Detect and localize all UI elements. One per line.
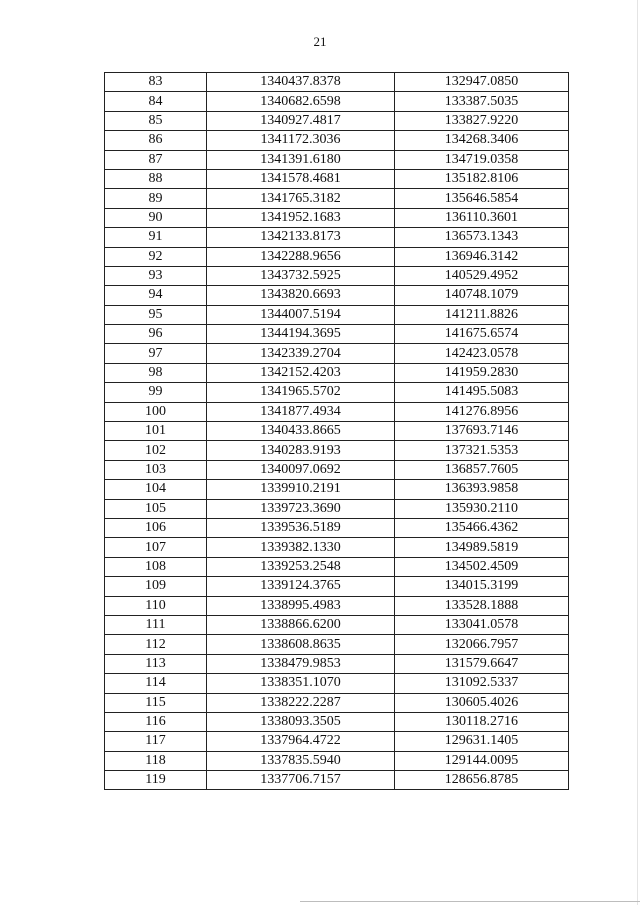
y-coordinate-cell: 141959.2830 [395, 363, 569, 382]
coordinate-table [104, 72, 569, 790]
y-coordinate-cell: 130118.2716 [395, 712, 569, 731]
table-row [105, 228, 569, 247]
table-row [105, 266, 569, 285]
x-coordinate-cell: 1340433.8665 [207, 422, 395, 441]
table-row [105, 402, 569, 421]
table-row [105, 111, 569, 130]
x-coordinate-cell: 1341172.3036 [207, 131, 395, 150]
x-coordinate-cell: 1339253.2548 [207, 557, 395, 576]
y-coordinate-cell: 137693.7146 [395, 422, 569, 441]
point-number-cell: 100 [105, 402, 207, 421]
table-row [105, 615, 569, 634]
x-coordinate-cell: 1339124.3765 [207, 577, 395, 596]
table-row [105, 460, 569, 479]
point-number-cell: 88 [105, 169, 207, 188]
table-row [105, 383, 569, 402]
x-coordinate-cell: 1339910.2191 [207, 480, 395, 499]
x-coordinate-cell: 1342133.8173 [207, 228, 395, 247]
y-coordinate-cell: 140748.1079 [395, 286, 569, 305]
y-coordinate-cell: 136857.7605 [395, 460, 569, 479]
table-row [105, 654, 569, 673]
table-row [105, 771, 569, 790]
point-number-cell: 89 [105, 189, 207, 208]
table-row [105, 693, 569, 712]
x-coordinate-cell: 1341965.5702 [207, 383, 395, 402]
table-row [105, 150, 569, 169]
point-number-cell: 118 [105, 751, 207, 770]
point-number-cell: 92 [105, 247, 207, 266]
table-row [105, 169, 569, 188]
y-coordinate-cell: 133041.0578 [395, 615, 569, 634]
table-row [105, 441, 569, 460]
y-coordinate-cell: 136110.3601 [395, 208, 569, 227]
point-number-cell: 107 [105, 538, 207, 557]
y-coordinate-cell: 130605.4026 [395, 693, 569, 712]
y-coordinate-cell: 141276.8956 [395, 402, 569, 421]
point-number-cell: 106 [105, 518, 207, 537]
point-number-cell: 111 [105, 615, 207, 634]
y-coordinate-cell: 129144.0095 [395, 751, 569, 770]
point-number-cell: 98 [105, 363, 207, 382]
point-number-cell: 85 [105, 111, 207, 130]
x-coordinate-cell: 1338093.3505 [207, 712, 395, 731]
point-number-cell: 86 [105, 131, 207, 150]
y-coordinate-cell: 134268.3406 [395, 131, 569, 150]
y-coordinate-cell: 129631.1405 [395, 732, 569, 751]
point-number-cell: 115 [105, 693, 207, 712]
table-row [105, 674, 569, 693]
point-number-cell: 90 [105, 208, 207, 227]
table-row [105, 712, 569, 731]
x-coordinate-cell: 1338995.4983 [207, 596, 395, 615]
y-coordinate-cell: 137321.5353 [395, 441, 569, 460]
y-coordinate-cell: 133827.9220 [395, 111, 569, 130]
point-number-cell: 95 [105, 305, 207, 324]
point-number-cell: 112 [105, 635, 207, 654]
table-row [105, 73, 569, 92]
table-row [105, 92, 569, 111]
table-row [105, 208, 569, 227]
point-number-cell: 117 [105, 732, 207, 751]
point-number-cell: 87 [105, 150, 207, 169]
y-coordinate-cell: 133528.1888 [395, 596, 569, 615]
y-coordinate-cell: 128656.8785 [395, 771, 569, 790]
point-number-cell: 104 [105, 480, 207, 499]
x-coordinate-cell: 1342152.4203 [207, 363, 395, 382]
x-coordinate-cell: 1340283.9193 [207, 441, 395, 460]
table-row [105, 344, 569, 363]
y-coordinate-cell: 134989.5819 [395, 538, 569, 557]
x-coordinate-cell: 1338222.2287 [207, 693, 395, 712]
x-coordinate-cell: 1339382.1330 [207, 538, 395, 557]
x-coordinate-cell: 1339723.3690 [207, 499, 395, 518]
coordinate-table-body [105, 73, 569, 790]
table-row [105, 363, 569, 382]
y-coordinate-cell: 141495.5083 [395, 383, 569, 402]
y-coordinate-cell: 132066.7957 [395, 635, 569, 654]
y-coordinate-cell: 140529.4952 [395, 266, 569, 285]
x-coordinate-cell: 1343820.6693 [207, 286, 395, 305]
point-number-cell: 109 [105, 577, 207, 596]
point-number-cell: 114 [105, 674, 207, 693]
y-coordinate-cell: 136573.1343 [395, 228, 569, 247]
x-coordinate-cell: 1340927.4817 [207, 111, 395, 130]
x-coordinate-cell: 1340097.0692 [207, 460, 395, 479]
point-number-cell: 116 [105, 712, 207, 731]
point-number-cell: 96 [105, 325, 207, 344]
x-coordinate-cell: 1341578.4681 [207, 169, 395, 188]
y-coordinate-cell: 134719.0358 [395, 150, 569, 169]
x-coordinate-cell: 1341952.1683 [207, 208, 395, 227]
y-coordinate-cell: 133387.5035 [395, 92, 569, 111]
x-coordinate-cell: 1338866.6200 [207, 615, 395, 634]
point-number-cell: 93 [105, 266, 207, 285]
y-coordinate-cell: 142423.0578 [395, 344, 569, 363]
x-coordinate-cell: 1342339.2704 [207, 344, 395, 363]
page-number: 21 [313, 34, 327, 49]
point-number-cell: 113 [105, 654, 207, 673]
x-coordinate-cell: 1339536.5189 [207, 518, 395, 537]
x-coordinate-cell: 1341877.4934 [207, 402, 395, 421]
y-coordinate-cell: 135182.8106 [395, 169, 569, 188]
x-coordinate-cell: 1338479.9853 [207, 654, 395, 673]
x-coordinate-cell: 1341391.6180 [207, 150, 395, 169]
point-number-cell: 97 [105, 344, 207, 363]
point-number-cell: 101 [105, 422, 207, 441]
y-coordinate-cell: 136946.3142 [395, 247, 569, 266]
table-row [105, 480, 569, 499]
point-number-cell: 105 [105, 499, 207, 518]
point-number-cell: 94 [105, 286, 207, 305]
y-coordinate-cell: 135646.5854 [395, 189, 569, 208]
table-row [105, 325, 569, 344]
table-row [105, 635, 569, 654]
y-coordinate-cell: 141211.8826 [395, 305, 569, 324]
x-coordinate-cell: 1341765.3182 [207, 189, 395, 208]
point-number-cell: 84 [105, 92, 207, 111]
table-row [105, 732, 569, 751]
table-row [105, 247, 569, 266]
x-coordinate-cell: 1337964.4722 [207, 732, 395, 751]
x-coordinate-cell: 1338608.8635 [207, 635, 395, 654]
x-coordinate-cell: 1342288.9656 [207, 247, 395, 266]
x-coordinate-cell: 1337706.7157 [207, 771, 395, 790]
point-number-cell: 108 [105, 557, 207, 576]
point-number-cell: 83 [105, 73, 207, 92]
table-row [105, 518, 569, 537]
y-coordinate-cell: 131579.6647 [395, 654, 569, 673]
y-coordinate-cell: 135466.4362 [395, 518, 569, 537]
table-row [105, 596, 569, 615]
point-number-cell: 110 [105, 596, 207, 615]
x-coordinate-cell: 1343732.5925 [207, 266, 395, 285]
table-row [105, 131, 569, 150]
table-row [105, 305, 569, 324]
point-number-cell: 103 [105, 460, 207, 479]
x-coordinate-cell: 1340437.8378 [207, 73, 395, 92]
x-coordinate-cell: 1338351.1070 [207, 674, 395, 693]
x-coordinate-cell: 1344194.3695 [207, 325, 395, 344]
point-number-cell: 102 [105, 441, 207, 460]
y-coordinate-cell: 134502.4509 [395, 557, 569, 576]
table-row [105, 557, 569, 576]
point-number-cell: 91 [105, 228, 207, 247]
table-row [105, 422, 569, 441]
page-bottom-line [300, 901, 640, 902]
point-number-cell: 119 [105, 771, 207, 790]
y-coordinate-cell: 135930.2110 [395, 499, 569, 518]
y-coordinate-cell: 141675.6574 [395, 325, 569, 344]
x-coordinate-cell: 1337835.5940 [207, 751, 395, 770]
y-coordinate-cell: 136393.9858 [395, 480, 569, 499]
y-coordinate-cell: 132947.0850 [395, 73, 569, 92]
table-row [105, 286, 569, 305]
table-row [105, 538, 569, 557]
table-row [105, 577, 569, 596]
x-coordinate-cell: 1344007.5194 [207, 305, 395, 324]
page-edge-line [637, 0, 638, 905]
y-coordinate-cell: 134015.3199 [395, 577, 569, 596]
y-coordinate-cell: 131092.5337 [395, 674, 569, 693]
x-coordinate-cell: 1340682.6598 [207, 92, 395, 111]
table-row [105, 751, 569, 770]
table-row [105, 189, 569, 208]
table-row [105, 499, 569, 518]
point-number-cell: 99 [105, 383, 207, 402]
